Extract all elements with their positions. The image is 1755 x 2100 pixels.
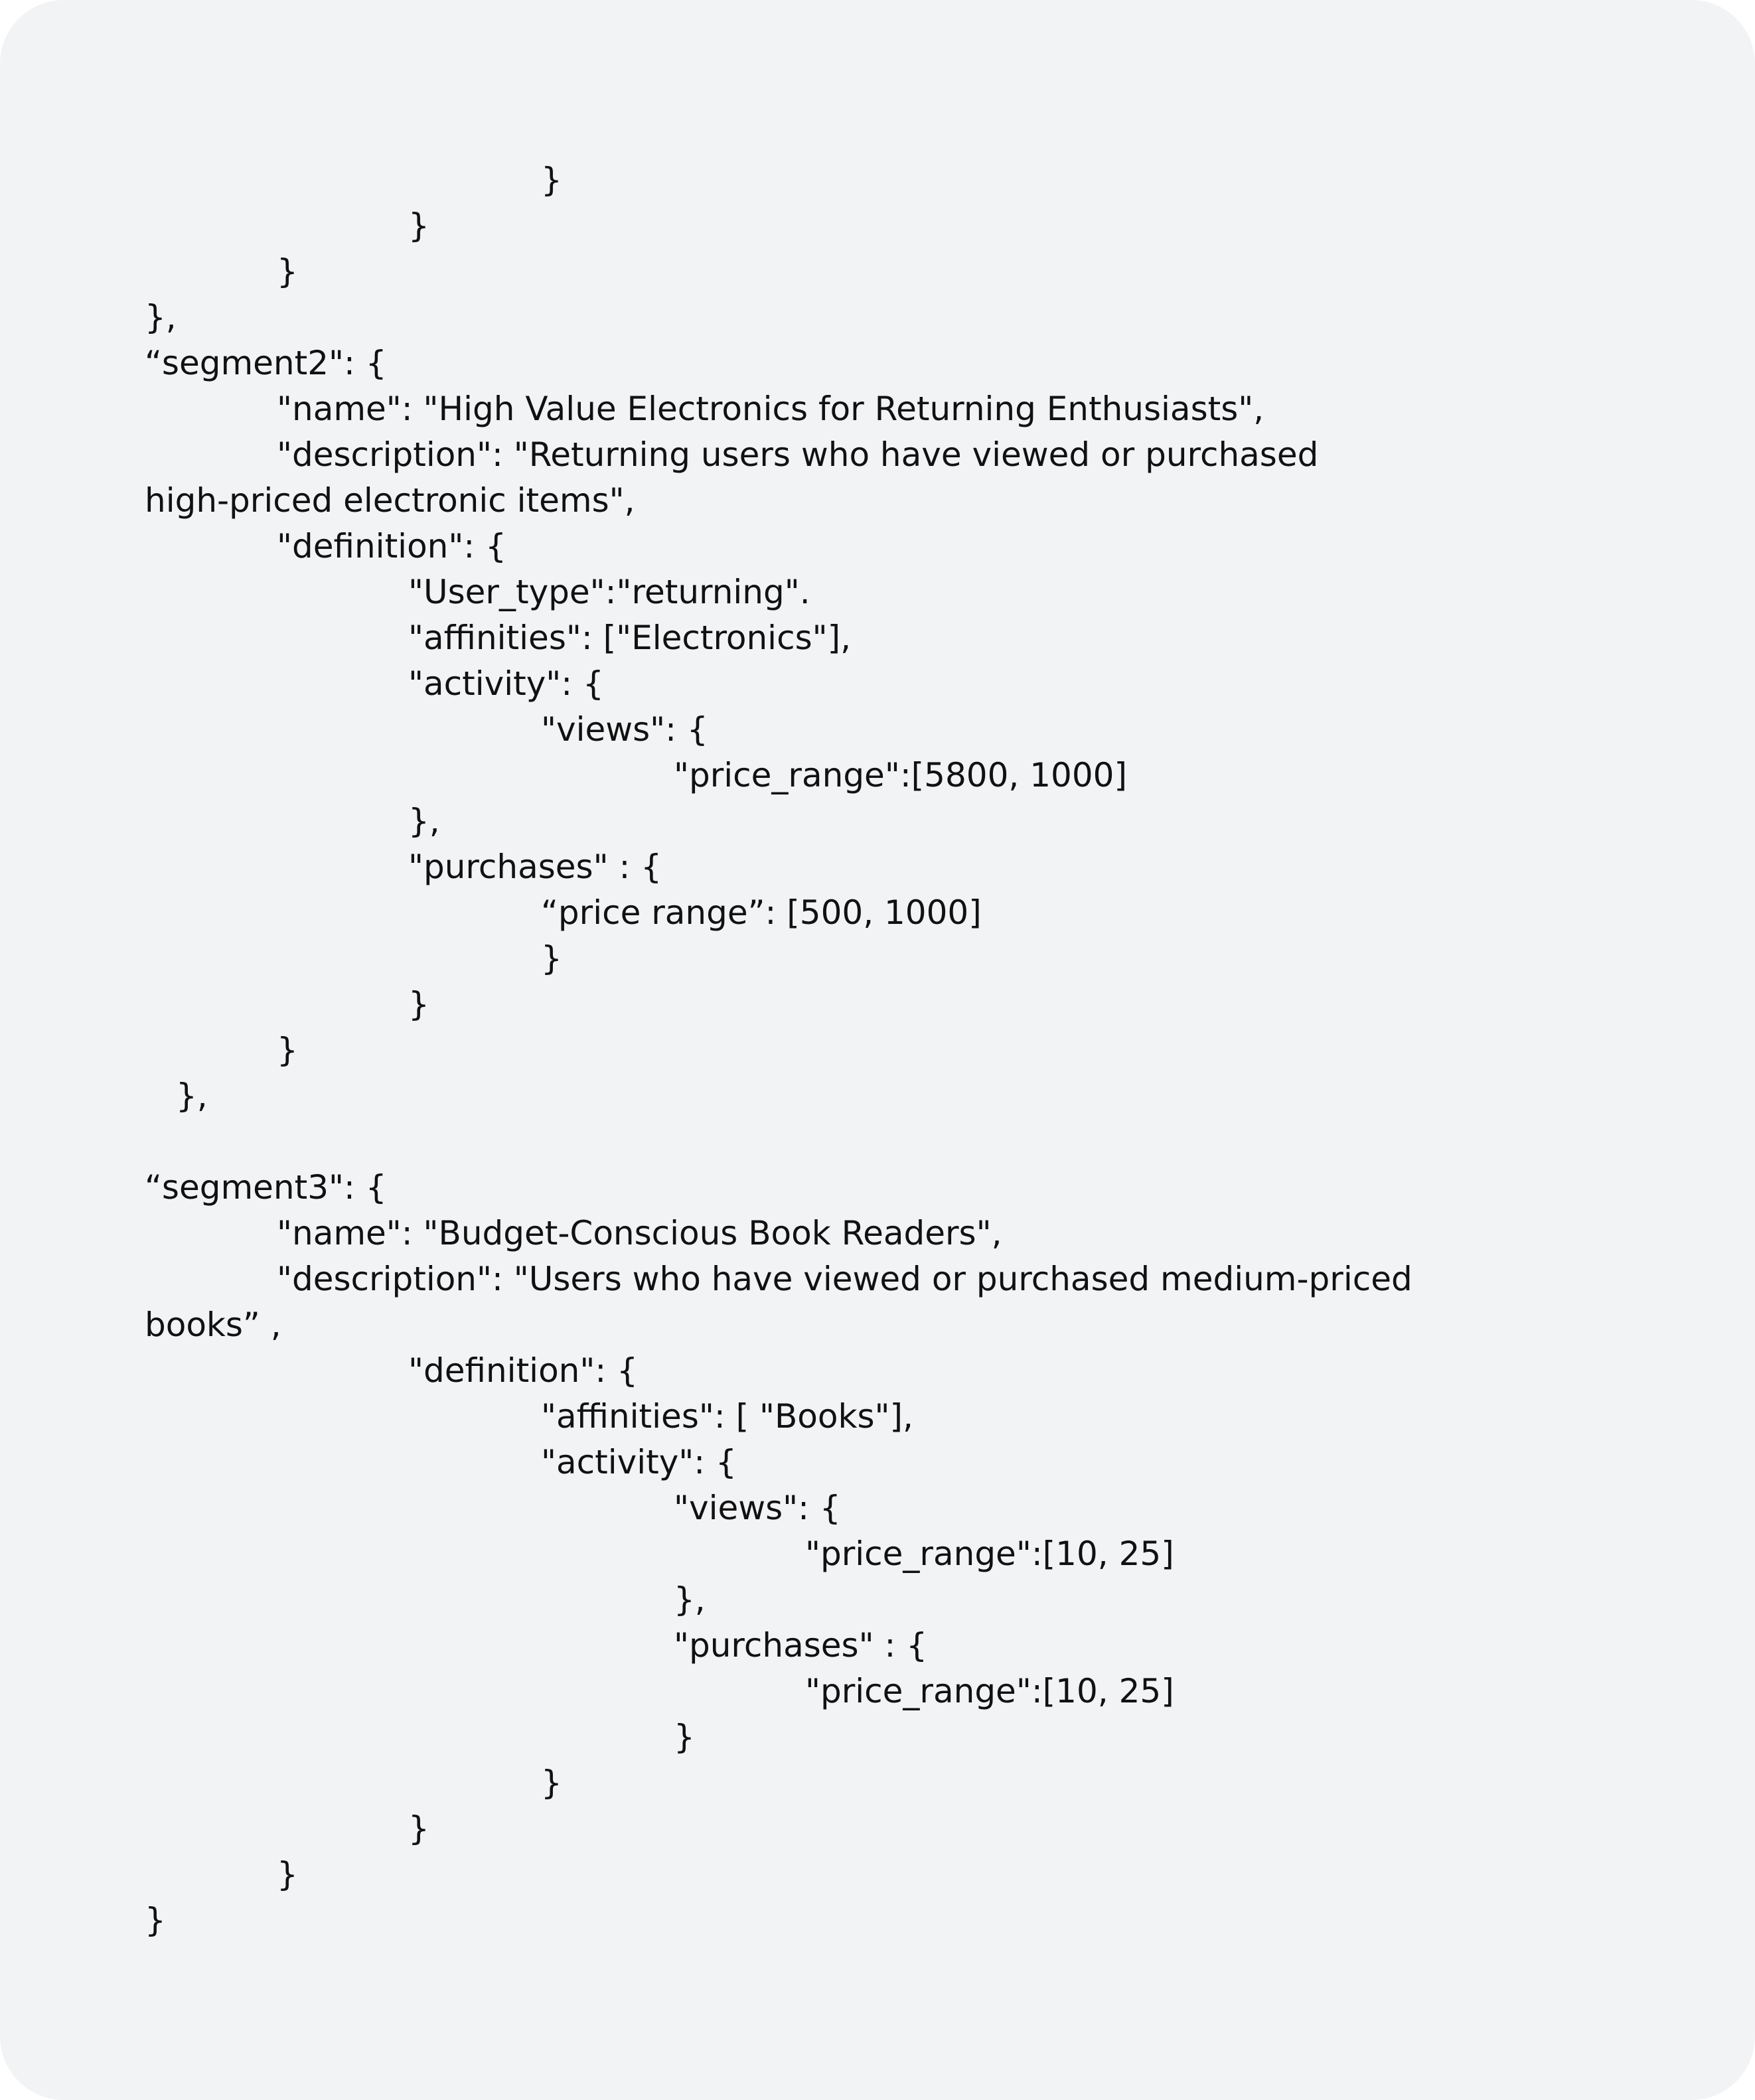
code-line: } xyxy=(408,206,429,245)
code-line: } xyxy=(541,161,562,199)
code-line: "price_range":[5800, 1000] xyxy=(674,756,1127,794)
code-line: "affinities": ["Electronics"], xyxy=(408,619,852,657)
code-line: "description": "Users who have viewed or purchased medium-priced xyxy=(277,1260,1412,1298)
code-line: } xyxy=(541,939,562,978)
code-line: "activity": { xyxy=(541,1443,737,1481)
code-line: } xyxy=(277,1855,298,1894)
code-line: }, xyxy=(674,1580,706,1619)
code-line: high-priced electronic items", xyxy=(145,481,635,520)
code-line: books” , xyxy=(145,1306,281,1344)
code-line: } xyxy=(408,1809,429,1848)
code-line: "name": "Budget-Conscious Book Readers", xyxy=(277,1214,1002,1252)
code-line: "definition": { xyxy=(277,527,506,565)
code-line: }, xyxy=(176,1077,208,1115)
code-line: "purchases" : { xyxy=(408,848,662,886)
code-line: } xyxy=(145,1901,166,1939)
code-line: } xyxy=(408,985,429,1023)
code-line: "purchases" : { xyxy=(674,1626,928,1665)
code-line: "definition": { xyxy=(408,1351,638,1390)
code-line: "price_range":[10, 25] xyxy=(805,1535,1174,1573)
code-line: } xyxy=(674,1718,695,1756)
code-line: "name": "High Value Electronics for Returning Enthusiasts", xyxy=(277,390,1264,428)
code-line: "affinities": [ "Books"], xyxy=(541,1397,913,1436)
code-line: } xyxy=(541,1763,562,1802)
code-line: }, xyxy=(408,802,440,840)
code-line: “segment3": { xyxy=(145,1168,387,1207)
code-line: "activity": { xyxy=(408,664,604,703)
code-line: “segment2": { xyxy=(145,344,387,382)
code-line: } xyxy=(277,252,298,291)
code-line: } xyxy=(277,1031,298,1069)
code-line: "views": { xyxy=(674,1489,841,1527)
code-line: "User_type":"returning". xyxy=(408,573,810,611)
code-line: "views": { xyxy=(541,710,708,749)
code-line: "description": "Returning users who have viewed or purchased xyxy=(277,435,1319,474)
code-line: “price range”: [500, 1000] xyxy=(541,893,982,932)
code-line: "price_range":[10, 25] xyxy=(805,1672,1174,1710)
code-line: }, xyxy=(145,298,177,337)
